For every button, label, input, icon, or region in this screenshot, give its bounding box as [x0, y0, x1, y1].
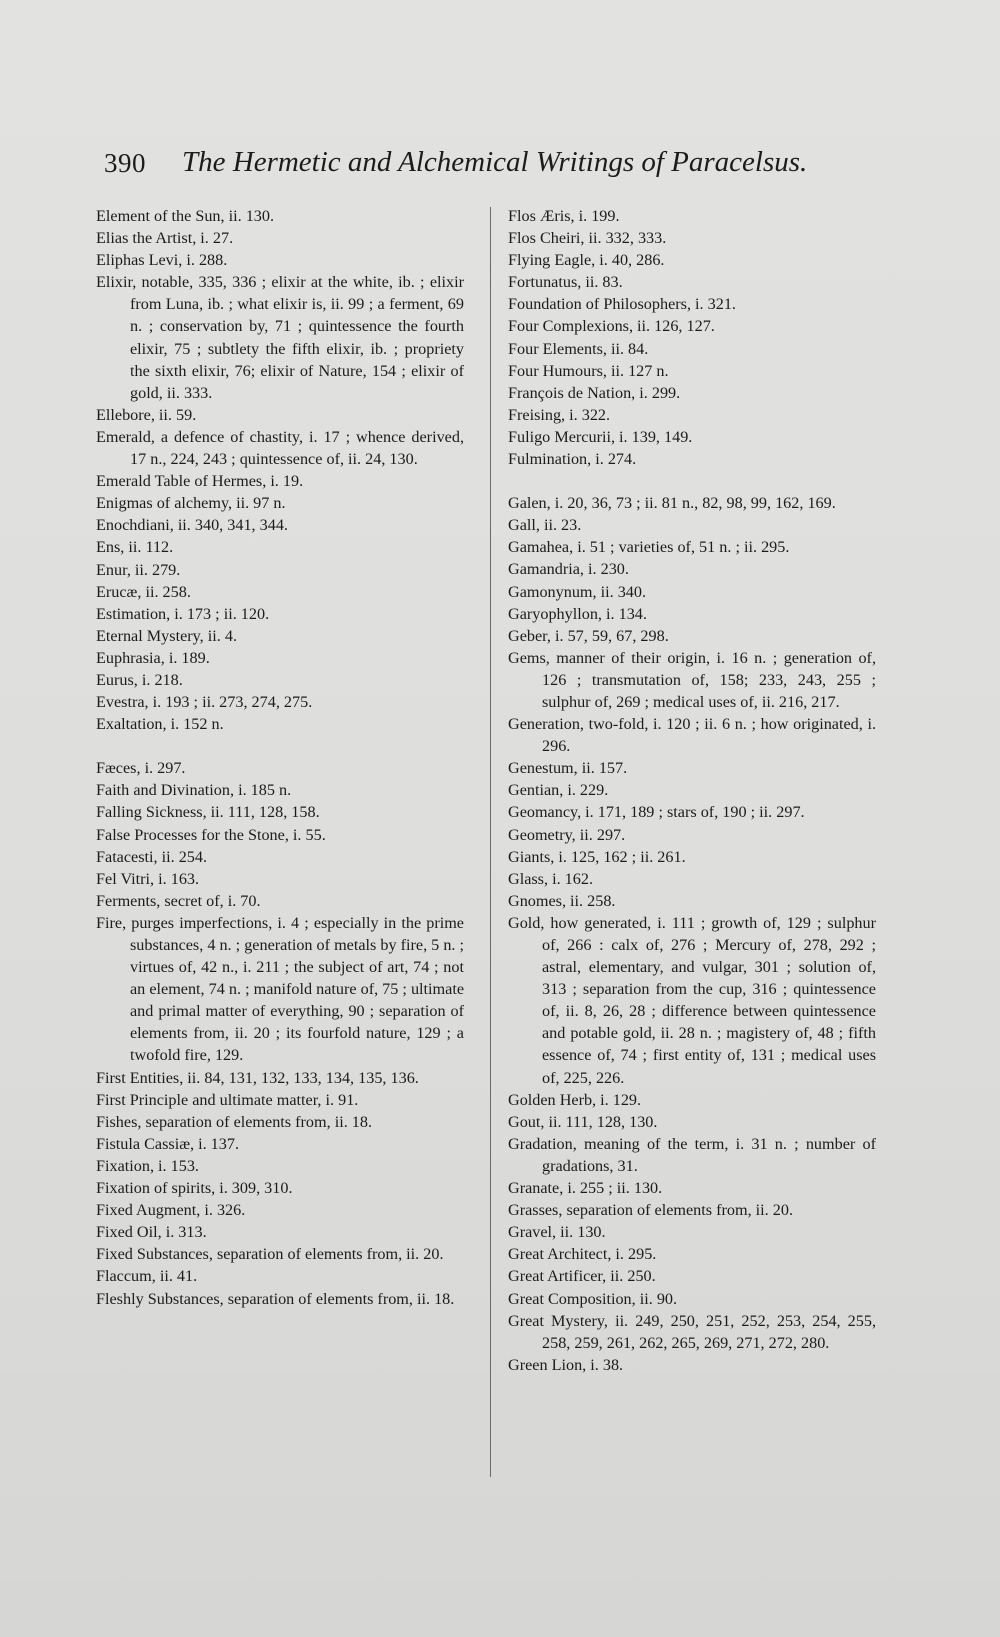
index-entry: Gradation, meaning of the term, i. 31 n. ; number of gradations, 31. — [508, 1134, 876, 1175]
index-entry: Fuligo Mercurii, i. 139, 149. — [508, 427, 693, 446]
index-entry: Flying Eagle, i. 40, 286. — [508, 251, 665, 270]
index-entry: Gnomes, ii. 258. — [508, 891, 616, 910]
index-entry: Flos Cheiri, ii. 332, 333. — [508, 229, 667, 248]
running-title: The Hermetic and Alchemical Writings of Paracelsus. — [182, 146, 808, 178]
index-entry: Great Mystery, ii. 249, 250, 251, 252, 253, 254, 255, 258, 259, 261, 262, 265, 269, 271, 272, 280. — [508, 1311, 876, 1352]
index-entry: Eternal Mystery, ii. 4. — [96, 626, 238, 645]
index-entry: Ferments, secret of, i. 70. — [96, 891, 261, 910]
index-entry: Ens, ii. 112. — [96, 538, 174, 557]
index-entry: Freising, i. 322. — [508, 405, 611, 424]
index-entry: Emerald, a defence of chastity, i. 17 ; whence derived, 17 n., 224, 243 ; quintessence of, ii. 24, 130. — [96, 427, 464, 469]
index-entry: Granate, i. 255 ; ii. 130. — [508, 1179, 663, 1198]
index-entry: First Entities, ii. 84, 131, 132, 133, 134, 135, 136. — [96, 1068, 419, 1087]
index-entry: Erucæ, ii. 258. — [96, 582, 191, 601]
index-entry: Four Complexions, ii. 126, 127. — [508, 317, 715, 336]
index-entry: Fixation, i. 153. — [96, 1156, 199, 1175]
index-entry: Giants, i. 125, 162 ; ii. 261. — [508, 847, 686, 866]
index-entry: Fæces, i. 297. — [96, 759, 186, 778]
index-entry: Falling Sickness, ii. 111, 128, 158. — [96, 803, 320, 822]
index-entry: Gamonynum, ii. 340. — [508, 582, 647, 601]
index-entry: Four Humours, ii. 127 n. — [508, 361, 669, 380]
index-entry: Emerald Table of Hermes, i. 19. — [96, 472, 304, 491]
index-entry: Elias the Artist, i. 27. — [96, 229, 234, 248]
page-number: 390 — [104, 148, 146, 178]
index-entry: Eliphas Levi, i. 288. — [96, 251, 228, 270]
index-entry: First Principle and ultimate matter, i. 91. — [96, 1090, 359, 1109]
index-entry: Fortunatus, ii. 83. — [508, 273, 623, 292]
index-entry: Gamandria, i. 230. — [508, 560, 629, 579]
index-entry: False Processes for the Stone, i. 55. — [96, 825, 326, 844]
index-entry: Garyophyllon, i. 134. — [508, 604, 647, 623]
index-entry: Fire, purges imperfections, i. 4 ; especially in the prime substances, 4 n. ; generation of metals by fire, 5 n. ; virtues of, 42 n., i. 211 ; the subject of art, 74 ; not an element, 74 n. ; manifold nature of, 75 ; ultimate and primal matter of everything, 90 ; separation of elements from, ii. 20 ; its fourfold nature, 129 ; a twofold fire, 129. — [96, 913, 465, 1065]
index-entry: Estimation, i. 173 ; ii. 120. — [96, 604, 270, 623]
index-columns — [88, 205, 888, 1495]
index-entry: Fleshly Substances, separation of elements from, ii. 18. — [96, 1289, 455, 1308]
index-entry: Fixation of spirits, i. 309, 310. — [96, 1179, 293, 1198]
index-entry: Great Artificer, ii. 250. — [508, 1267, 656, 1286]
index-entry: Fishes, separation of elements from, ii. 18. — [96, 1112, 373, 1131]
index-entry: Gentian, i. 229. — [508, 781, 609, 800]
index-entry: Gamahea, i. 51 ; varieties of, 51 n. ; ii. 295. — [508, 538, 790, 557]
index-entry: Glass, i. 162. — [508, 869, 593, 888]
index-entry: Eurus, i. 218. — [96, 670, 183, 689]
index-entry: Four Elements, ii. 84. — [508, 339, 649, 358]
index-entry: Fel Vitri, i. 163. — [96, 869, 200, 888]
index-entry: Fixed Substances, separation of elements from, ii. 20. — [96, 1245, 444, 1264]
index-entry: Great Composition, ii. 90. — [508, 1289, 678, 1308]
index-entry: Generation, two-fold, i. 120 ; ii. 6 n. ; how originated, i. 296. — [508, 715, 876, 756]
index-entry: Exaltation, i. 152 n. — [96, 715, 224, 734]
index-entry: Fistula Cassiæ, i. 137. — [96, 1134, 240, 1153]
right-index-column — [508, 205, 876, 1376]
index-entry: Galen, i. 20, 36, 73 ; ii. 81 n., 82, 98, 99, 162, 169. — [508, 494, 836, 513]
index-entry: Flaccum, ii. 41. — [96, 1267, 198, 1286]
index-entry: Grasses, separation of elements from, ii. 20. — [508, 1201, 794, 1220]
index-entry: Fulmination, i. 274. — [508, 450, 637, 469]
index-entry: Faith and Divination, i. 185 n. — [96, 781, 292, 800]
index-entry: Great Architect, i. 295. — [508, 1245, 657, 1264]
index-entry: Golden Herb, i. 129. — [508, 1090, 642, 1109]
letter-section-gap — [96, 735, 464, 757]
index-entry: Genestum, ii. 157. — [508, 759, 628, 778]
index-entry: Element of the Sun, ii. 130. — [96, 207, 275, 225]
index-entry: Euphrasia, i. 189. — [96, 648, 210, 667]
index-entry: Enochdiani, ii. 340, 341, 344. — [96, 516, 288, 535]
index-entry: Gravel, ii. 130. — [508, 1223, 606, 1242]
index-entry: Gold, how generated, i. 111 ; growth of, 129 ; sulphur of, 266 : calx of, 276 ; Mercury of, 278, 292 ; astral, elementary, and vulgar, 301 ; solution of, 313 ; separation from the cup, 316 ; quintessence of, ii. 8, 26, 28 ; difference between quintessence and potable gold, ii. 28 n. ; magistery of, 48 ; fifth essence of, 74 ; first entity of, 131 ; medical uses of, 225, 226. — [508, 913, 876, 1087]
index-entry: Gems, manner of their origin, i. 16 n. ; generation of, 126 ; transmutation of, 158; 233, 243, 255 ; sulphur of, 269 ; medical uses of, ii. 216, 217. — [508, 648, 876, 711]
index-entry: Gout, ii. 111, 128, 130. — [508, 1112, 658, 1131]
index-entry: Gall, ii. 23. — [508, 516, 582, 535]
index-entry: Enigmas of alchemy, ii. 97 n. — [96, 494, 286, 513]
index-entry: Foundation of Philosophers, i. 321. — [508, 295, 736, 314]
index-entry: Geometry, ii. 297. — [508, 825, 626, 844]
index-entry: Enur, ii. 279. — [96, 560, 181, 579]
index-entry: Fixed Augment, i. 326. — [96, 1201, 246, 1220]
index-entry: François de Nation, i. 299. — [508, 383, 681, 402]
column-divider — [490, 207, 491, 1477]
letter-section-gap — [508, 470, 876, 492]
left-index-column — [96, 205, 464, 1310]
index-entry: Geber, i. 57, 59, 67, 298. — [508, 626, 669, 645]
index-entry: Flos Æris, i. 199. — [508, 207, 620, 225]
index-entry: Ellebore, ii. 59. — [96, 405, 197, 424]
index-entry: Elixir, notable, 335, 336 ; elixir at the white, ib. ; elixir from Luna, ib. ; what elixir is, ii. 99 ; a ferment, 69 n. ; conservation by, 71 ; quintessence the fourth elixir, 75 ; subtlety the fifth elixir, ib. ; propriety the sixth elixir, 76; elixir of Nature, 154 ; elixir of gold, ii. 333. — [96, 273, 464, 402]
index-entry: Evestra, i. 193 ; ii. 273, 274, 275. — [96, 693, 313, 712]
index-entry: Fatacesti, ii. 254. — [96, 847, 208, 866]
index-entry: Green Lion, i. 38. — [508, 1355, 624, 1374]
index-entry: Fixed Oil, i. 313. — [96, 1223, 207, 1242]
index-entry: Geomancy, i. 171, 189 ; stars of, 190 ; ii. 297. — [508, 803, 805, 822]
running-header — [104, 148, 834, 190]
